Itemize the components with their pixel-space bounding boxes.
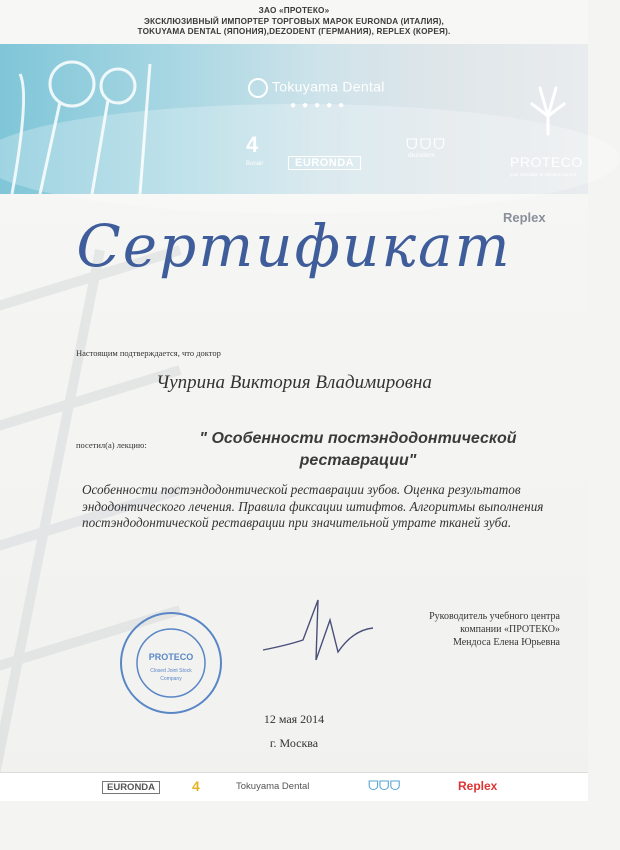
tokuyama-dental-logo: Tokuyama Dental bbox=[248, 78, 385, 98]
doctor-name: Чуприна Виктория Владимировна bbox=[156, 372, 432, 393]
footer-replex-logo: Replex bbox=[458, 779, 498, 793]
proteco-tagline: your specialist in infection control bbox=[510, 172, 577, 177]
svg-text:Closed Joint Stock: Closed Joint Stock bbox=[150, 668, 192, 674]
dezodent-logo: ᗜᗜᗜ bbox=[406, 136, 447, 152]
dental-instruments-image bbox=[0, 44, 170, 194]
footer-dezodent-logo: ᗜᗜᗜ bbox=[368, 778, 401, 793]
brand-banner bbox=[0, 44, 588, 225]
lecture-description: Особенности постэндодонтической реставрации зубов. Оценка результатов эндодонтического лечения. Правила фиксации штифтов. Алгоритмы выполнения постэндодонтической реставрации при значительной утрате тканей зуба. bbox=[82, 482, 544, 530]
svg-text:PROTECO: PROTECO bbox=[148, 652, 194, 662]
footer-fourtech-logo: 4 bbox=[192, 778, 200, 794]
signatory-block bbox=[320, 610, 560, 649]
signatory-role: Руководитель учебного центра bbox=[429, 611, 560, 622]
issuer-header bbox=[0, 6, 588, 38]
intro-text: Настоящим подтверждается, что доктор bbox=[76, 348, 221, 358]
footer-tokuyama-logo: Tokuyama Dental bbox=[236, 781, 310, 792]
lecture-title: " Особенности постэндодонтической реставрации" bbox=[199, 430, 517, 469]
company-stamp bbox=[118, 610, 224, 716]
issue-city: г. Москва bbox=[269, 736, 319, 750]
tokuyama-ring-icon bbox=[248, 78, 268, 98]
fourtech-logo-caption: Bonair bbox=[246, 161, 264, 167]
replex-logo: Replex bbox=[503, 210, 546, 225]
issuer-line-3: TOKUYAMA DENTAL (ЯПОНИЯ),DEZODENT (ГЕРМАНИЯ), REPLEX (КОРЕЯ). bbox=[137, 27, 451, 36]
issue-date: 12 мая 2014 bbox=[263, 712, 325, 726]
fourtech-logo: 4 bbox=[246, 132, 259, 157]
footer-brand-strip bbox=[0, 772, 588, 801]
signatory-name: Мендоса Елена Юрьевна bbox=[452, 637, 560, 648]
proteco-burst-icon bbox=[520, 80, 576, 136]
background-diagonal-lines bbox=[0, 250, 180, 850]
svg-text:Company: Company bbox=[160, 676, 182, 682]
issuer-name: ЗАО «ПРОТЕКО» bbox=[258, 6, 330, 15]
euronda-logo: EURONDA bbox=[288, 156, 361, 170]
footer-euronda-logo: EURONDA bbox=[102, 781, 160, 794]
lecture-prefix: посетил(а) лекцию: bbox=[76, 440, 147, 450]
issuer-line-2: ЭКСКЛЮЗИВНЫЙ ИМПОРТЕР ТОРГОВЫХ МАРОК EURONDA (ИТАЛИЯ), bbox=[143, 16, 445, 26]
dezodent-logo-caption: dezodent bbox=[408, 152, 435, 159]
proteco-logo: PROTECO bbox=[510, 154, 583, 170]
banner-dots: ●●●●● bbox=[290, 100, 351, 111]
signatory-company: компании «ПРОТЕКО» bbox=[460, 624, 560, 635]
certificate-title: Сертификат bbox=[76, 212, 512, 280]
